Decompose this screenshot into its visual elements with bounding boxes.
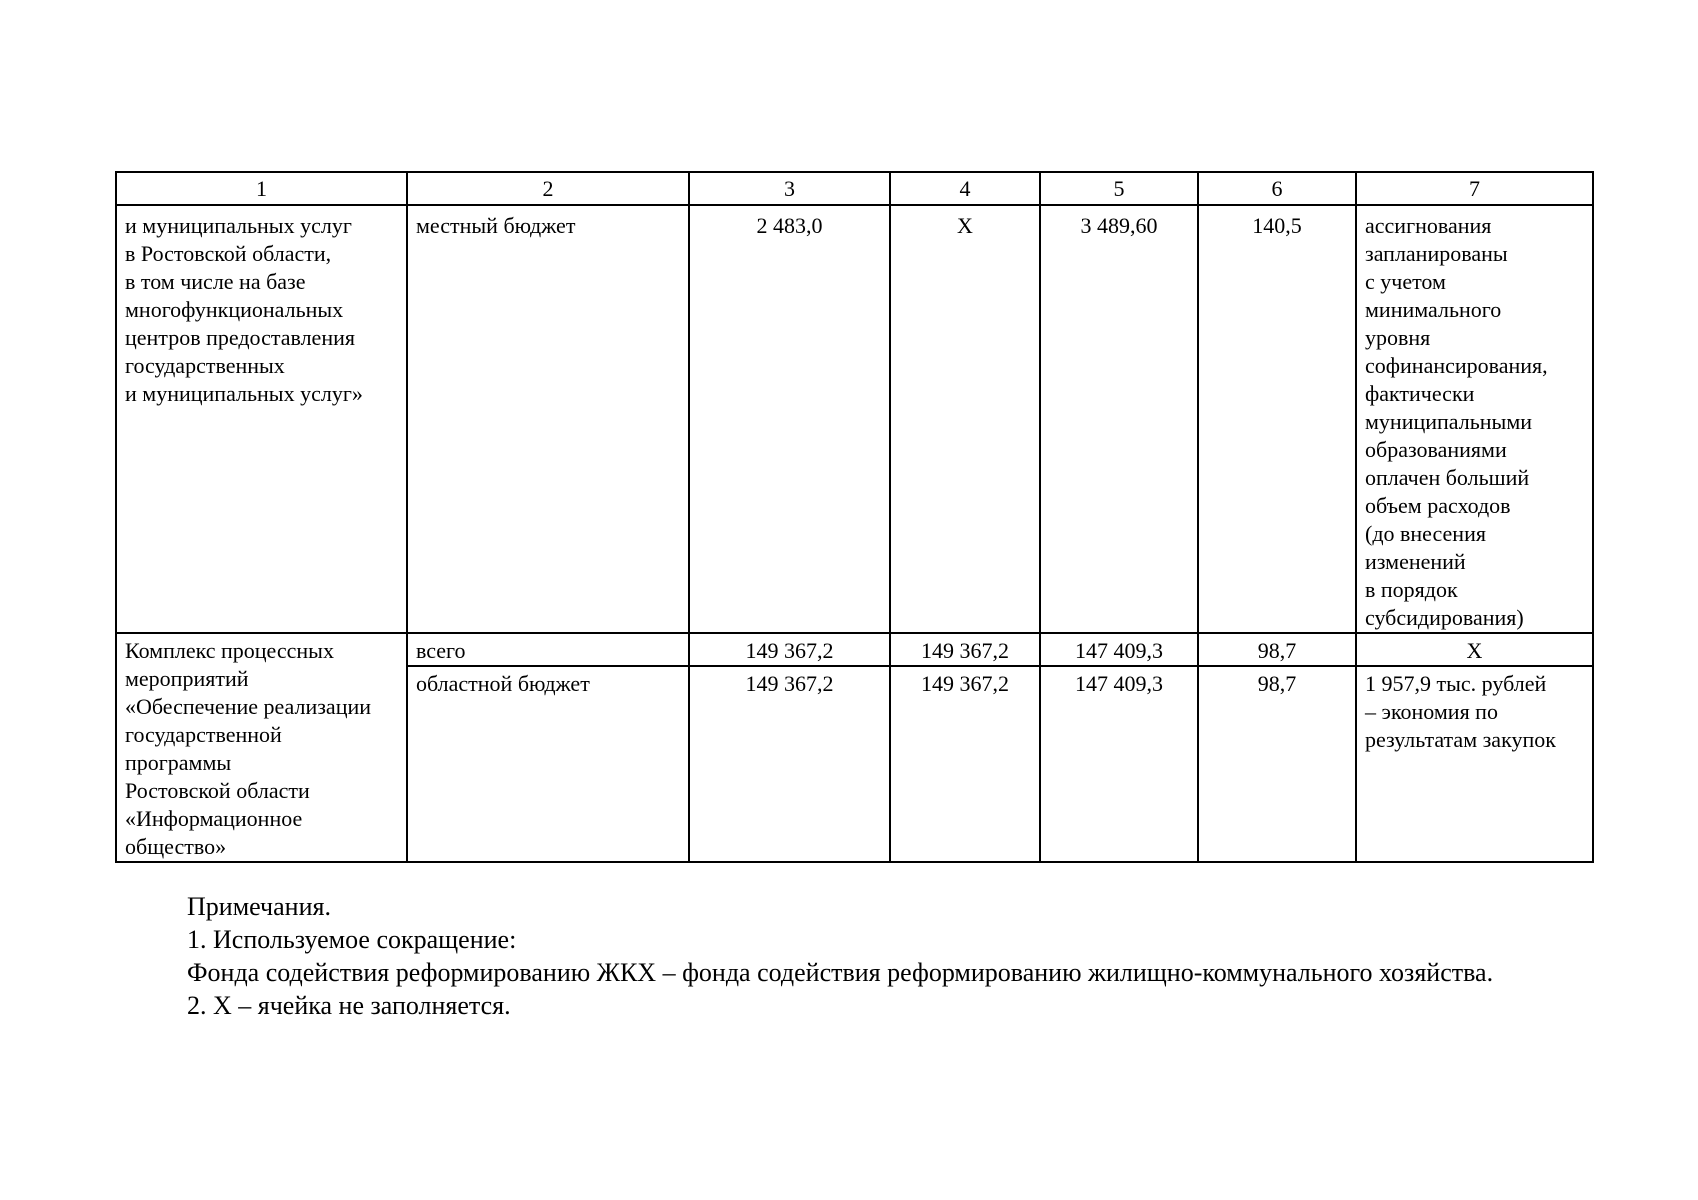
row2-sub1-c4: 149 367,2 (921, 638, 1009, 663)
row2-sub2-source-cell (407, 666, 689, 862)
row2-sub1-c6-cell (1198, 633, 1356, 666)
row2-sub2-c6: 98,7 (1257, 671, 1297, 697)
row2-sub2-c4: 149 367,2 (921, 671, 1009, 697)
row1-c3-cell (689, 205, 890, 633)
row2-sub2-c6-cell (1198, 666, 1356, 862)
row2-sub1-note-cell (1356, 633, 1593, 666)
row1-source: местный бюджет (416, 213, 576, 238)
row2-sub2-c5-cell (1040, 666, 1198, 862)
row1-c3: 2 483,0 (756, 213, 823, 238)
header-col-7: 7 (1356, 172, 1593, 205)
row1-c4: X (957, 213, 973, 238)
row2-name-cell (116, 633, 407, 862)
row2-sub1-note: X (1466, 638, 1483, 663)
row2-sub1-source: всего (416, 638, 466, 663)
row2-sub1-c5-cell (1040, 633, 1198, 666)
notes-section (115, 890, 1592, 1022)
row1-name-cell (116, 205, 407, 633)
row2-sub2-c5: 147 409,3 (1075, 671, 1163, 697)
row1-note-cell (1356, 205, 1593, 633)
header-col-2: 2 (407, 172, 689, 205)
row1-c6-cell (1198, 205, 1356, 633)
table-row (116, 205, 1593, 633)
header-row (116, 172, 1593, 205)
row2-sub1-c4-cell (890, 633, 1040, 666)
row2-name: Комплекс процессных мероприятий «Обеспечение реализации государственной программы Ростовской области «Информационное общество» (125, 638, 372, 859)
row1-note: ассигнования запланированы с учетом минимального уровня софинансирования, фактически муниципальными образованиями оплачен больший объем расходов (до внесения изменений в порядок субсидирования) (1365, 213, 1548, 630)
row2-sub2-source: областной бюджет (416, 671, 590, 697)
header-col-5: 5 (1040, 172, 1198, 205)
notes-item-1-detail: Фонда содействия реформированию ЖКХ – фонда содействия реформированию жилищно-коммунального хозяйства. (187, 958, 1494, 987)
notes-item-1: 1. Используемое сокращение: (187, 925, 517, 954)
row2-sub1-source-cell (407, 633, 689, 666)
header-col-6: 6 (1198, 172, 1356, 205)
row2-sub2-c3-cell (689, 666, 890, 862)
header-col-3: 3 (689, 172, 890, 205)
header-col-4: 4 (890, 172, 1040, 205)
row1-c5-cell (1040, 205, 1198, 633)
row2-sub2-c3: 149 367,2 (745, 671, 834, 697)
row2-sub1-c3-cell (689, 633, 890, 666)
row2-sub1-c3: 149 367,2 (745, 638, 834, 663)
notes-item-2: 2. X – ячейка не заполняется. (187, 991, 511, 1020)
row1-name: и муниципальных услуг в Ростовской области, в том числе на базе многофункциональных центров предоставления государственных и муниципальных услуг» (125, 213, 363, 406)
row2-sub2-note: 1 957,9 тыс. рублей – экономия по результатам закупок (1365, 671, 1556, 753)
table-row (116, 633, 1593, 666)
notes-title: Примечания. (187, 892, 331, 921)
row1-source-cell (407, 205, 689, 633)
row2-sub1-c6: 98,7 (1257, 638, 1297, 663)
row2-sub1-c5: 147 409,3 (1075, 638, 1163, 663)
row2-sub2-note-cell (1356, 666, 1593, 862)
header-col-1: 1 (116, 172, 407, 205)
budget-table (115, 171, 1594, 863)
row2-sub2-c4-cell (890, 666, 1040, 862)
row1-c6: 140,5 (1252, 213, 1302, 238)
row1-c5: 3 489,60 (1080, 213, 1158, 238)
row1-c4-cell (890, 205, 1040, 633)
